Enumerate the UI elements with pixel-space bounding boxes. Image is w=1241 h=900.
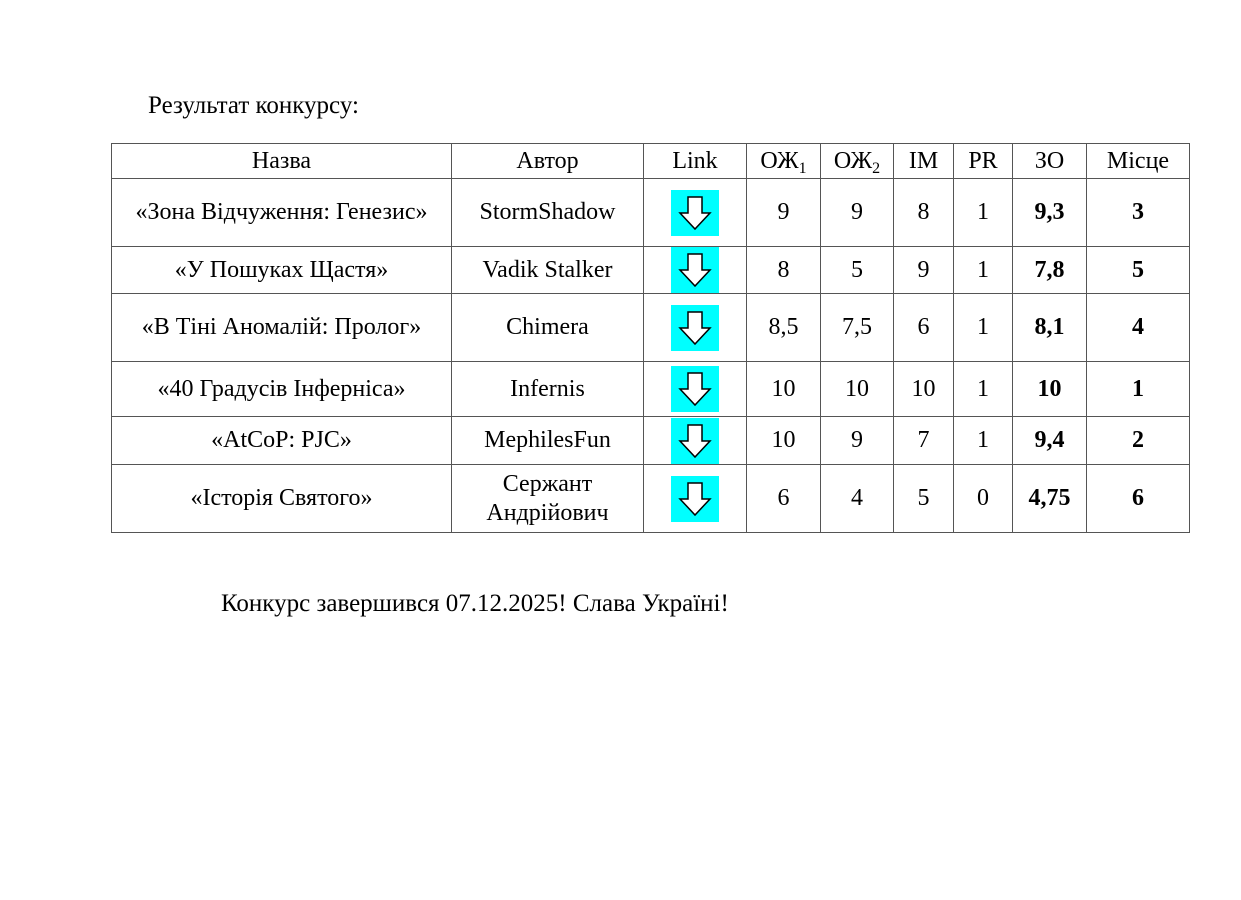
cell-pr: 1 <box>954 417 1013 465</box>
cell-place: 5 <box>1087 247 1190 294</box>
cell-oz2: 9 <box>821 179 894 247</box>
header-link: Link <box>644 144 747 179</box>
download-link-button[interactable] <box>671 247 719 293</box>
cell-pr: 1 <box>954 294 1013 362</box>
cell-oz2: 9 <box>821 417 894 465</box>
cell-zo: 10 <box>1013 362 1087 417</box>
cell-zo: 8,1 <box>1013 294 1087 362</box>
cell-name: «В Тіні Аномалій: Пролог» <box>112 294 452 362</box>
cell-im: 6 <box>894 294 954 362</box>
cell-im: 10 <box>894 362 954 417</box>
table-header <box>112 144 1190 179</box>
cell-im: 7 <box>894 417 954 465</box>
cell-pr: 0 <box>954 465 1013 533</box>
cell-link <box>644 179 747 247</box>
table-row <box>112 417 1190 465</box>
cell-zo: 7,8 <box>1013 247 1087 294</box>
cell-name: «У Пошуках Щастя» <box>112 247 452 294</box>
header-author: Автор <box>452 144 644 179</box>
cell-oz1: 9 <box>747 179 821 247</box>
header-im: ІМ <box>894 144 954 179</box>
cell-oz1: 8,5 <box>747 294 821 362</box>
cell-place: 1 <box>1087 362 1190 417</box>
header-name: Назва <box>112 144 452 179</box>
cell-oz2: 7,5 <box>821 294 894 362</box>
cell-place: 4 <box>1087 294 1190 362</box>
download-link-button[interactable] <box>671 476 719 522</box>
cell-pr: 1 <box>954 362 1013 417</box>
cell-author: Vadik Stalker <box>452 247 644 294</box>
download-link-button[interactable] <box>671 190 719 236</box>
down-arrow-icon <box>671 366 719 412</box>
cell-zo: 4,75 <box>1013 465 1087 533</box>
cell-author: MephilesFun <box>452 417 644 465</box>
cell-link <box>644 465 747 533</box>
cell-im: 5 <box>894 465 954 533</box>
down-arrow-icon <box>671 247 719 293</box>
cell-im: 8 <box>894 179 954 247</box>
cell-link <box>644 417 747 465</box>
cell-place: 6 <box>1087 465 1190 533</box>
cell-link <box>644 247 747 294</box>
cell-place: 2 <box>1087 417 1190 465</box>
cell-author: StormShadow <box>452 179 644 247</box>
results-table <box>111 143 1190 533</box>
table-row <box>112 179 1190 247</box>
download-link-button[interactable] <box>671 366 719 412</box>
header-pr: PR <box>954 144 1013 179</box>
down-arrow-icon <box>671 190 719 236</box>
cell-name: «AtCoP: PJC» <box>112 417 452 465</box>
cell-place: 3 <box>1087 179 1190 247</box>
header-place: Місце <box>1087 144 1190 179</box>
table-row <box>112 465 1190 533</box>
cell-author: Infernis <box>452 362 644 417</box>
cell-pr: 1 <box>954 179 1013 247</box>
download-link-button[interactable] <box>671 305 719 351</box>
cell-name: «Історія Святого» <box>112 465 452 533</box>
cell-author: Сержант Андрійович <box>452 465 644 533</box>
cell-name: «Зона Відчуження: Генезис» <box>112 179 452 247</box>
cell-oz2: 5 <box>821 247 894 294</box>
cell-im: 9 <box>894 247 954 294</box>
table-row <box>112 247 1190 294</box>
cell-oz1: 6 <box>747 465 821 533</box>
cell-oz2: 10 <box>821 362 894 417</box>
table-row <box>112 294 1190 362</box>
header-oz1: $ОЖ_1$ <box>747 144 821 179</box>
down-arrow-icon <box>671 476 719 522</box>
cell-zo: 9,4 <box>1013 417 1087 465</box>
cell-pr: 1 <box>954 247 1013 294</box>
down-arrow-icon <box>671 305 719 351</box>
table-row <box>112 362 1190 417</box>
download-link-button[interactable] <box>671 418 719 464</box>
header-oz2: $ОЖ_2$ <box>821 144 894 179</box>
cell-name: «40 Градусів Інферніса» <box>112 362 452 417</box>
cell-oz1: 10 <box>747 362 821 417</box>
cell-link <box>644 294 747 362</box>
cell-zo: 9,3 <box>1013 179 1087 247</box>
page-title: Результат конкурсу: <box>148 92 359 119</box>
header-zo: ЗО <box>1013 144 1087 179</box>
footer-text: Конкурс завершився 07.12.2025! Слава Україні! <box>221 590 729 617</box>
cell-author: Chimera <box>452 294 644 362</box>
down-arrow-icon <box>671 418 719 464</box>
cell-oz1: 8 <box>747 247 821 294</box>
cell-oz1: 10 <box>747 417 821 465</box>
cell-oz2: 4 <box>821 465 894 533</box>
cell-link <box>644 362 747 417</box>
